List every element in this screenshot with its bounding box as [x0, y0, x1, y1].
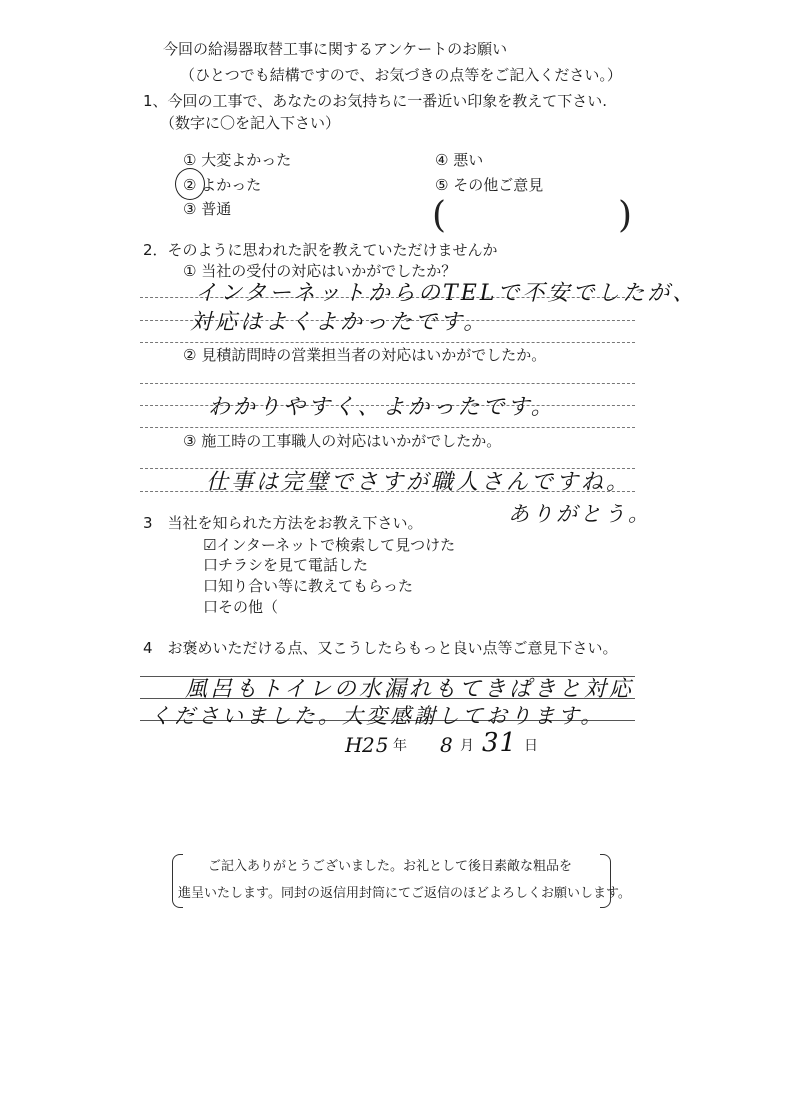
- q3-question: 3 当社を知られた方法をお教え下さい。: [143, 514, 423, 532]
- survey-title: 今回の給湯器取替工事に関するアンケートのお願い: [163, 40, 508, 58]
- q2-sub3-label: ③ 施工時の工事職人の対応はいかがでしたか。: [183, 432, 502, 450]
- date-month: 8: [440, 733, 456, 757]
- q4-question: 4 お褒めいただける点、又こうしたらもっと良い点等ご意見下さい。: [143, 639, 618, 657]
- answer-line: [140, 427, 635, 428]
- date-year: 25: [362, 733, 390, 757]
- date-year-unit: 年: [393, 738, 407, 754]
- q3-option-other: 口その他（: [203, 598, 279, 616]
- q2-question: 2．そのように思われた訳を教えていただけませんか: [143, 241, 498, 259]
- q1-option-1: ① 大変よかった: [183, 151, 292, 169]
- q1-option-2: ② よかった: [183, 176, 262, 194]
- q4-answer-1: 風呂もトイレの水漏れもてきぱきと対応: [185, 677, 634, 702]
- q1-instruction: （数字に〇を記入下さい）: [160, 114, 341, 132]
- q2-sub3-answer-2: ありがとう。: [508, 502, 652, 526]
- q1-question: 1、今回の工事で、あなたのお気持ちに一番近い印象を教えて下さい.: [143, 92, 608, 110]
- date-month-unit: 月: [460, 738, 474, 754]
- answer-line: [140, 383, 635, 384]
- q2-sub1-label: ① 当社の受付の対応はいかがでしたか？: [183, 262, 457, 280]
- q1-option-3: ③ 普通: [183, 200, 232, 218]
- answer-line: [140, 342, 635, 343]
- q2-sub2-label: ② 見積訪問時の営業担当者の対応はいかがでしたか。: [183, 346, 547, 364]
- survey-subtitle: （ひとつでも結構ですので、お気づきの点等をご記入ください。）: [180, 66, 622, 84]
- q1-option-4: ④ 悪い: [435, 151, 484, 169]
- footer-line-2: 進呈いたします。同封の返信用封筒にてご返信のほどよろしくお願いします。: [178, 886, 631, 901]
- q2-sub1-answer-1: インターネットからのTELで不安でしたが、: [195, 281, 698, 306]
- q4-answer-2: くださいました。大変感謝しております。: [150, 704, 605, 728]
- q1-option-5: ⑤ その他ご意見: [435, 176, 544, 194]
- date-era: H: [345, 733, 364, 757]
- selected-option-circle: [175, 168, 205, 200]
- q3-option-flyer: 口チラシを見て電話した: [203, 556, 369, 574]
- q1-other-close-paren: ): [618, 195, 633, 236]
- q2-sub3-answer-1: 仕事は完璧でさすが職人さんですね。: [206, 470, 632, 495]
- q2-sub1-answer-2: 対応はよくよかったです。: [190, 310, 489, 335]
- footer-line-1: ご記入ありがとうございました。お礼として後日素敵な粗品を: [208, 859, 573, 874]
- q2-sub2-answer: わかりやすく、よかったです。: [208, 395, 556, 420]
- date-day-unit: 日: [524, 738, 538, 754]
- q3-option-internet: ☑インターネットで検索して見つけた: [203, 536, 456, 554]
- q3-option-referral: 口知り合い等に教えてもらった: [203, 577, 414, 595]
- date-day: 31: [482, 728, 518, 758]
- q1-other-open-paren: (: [432, 195, 447, 236]
